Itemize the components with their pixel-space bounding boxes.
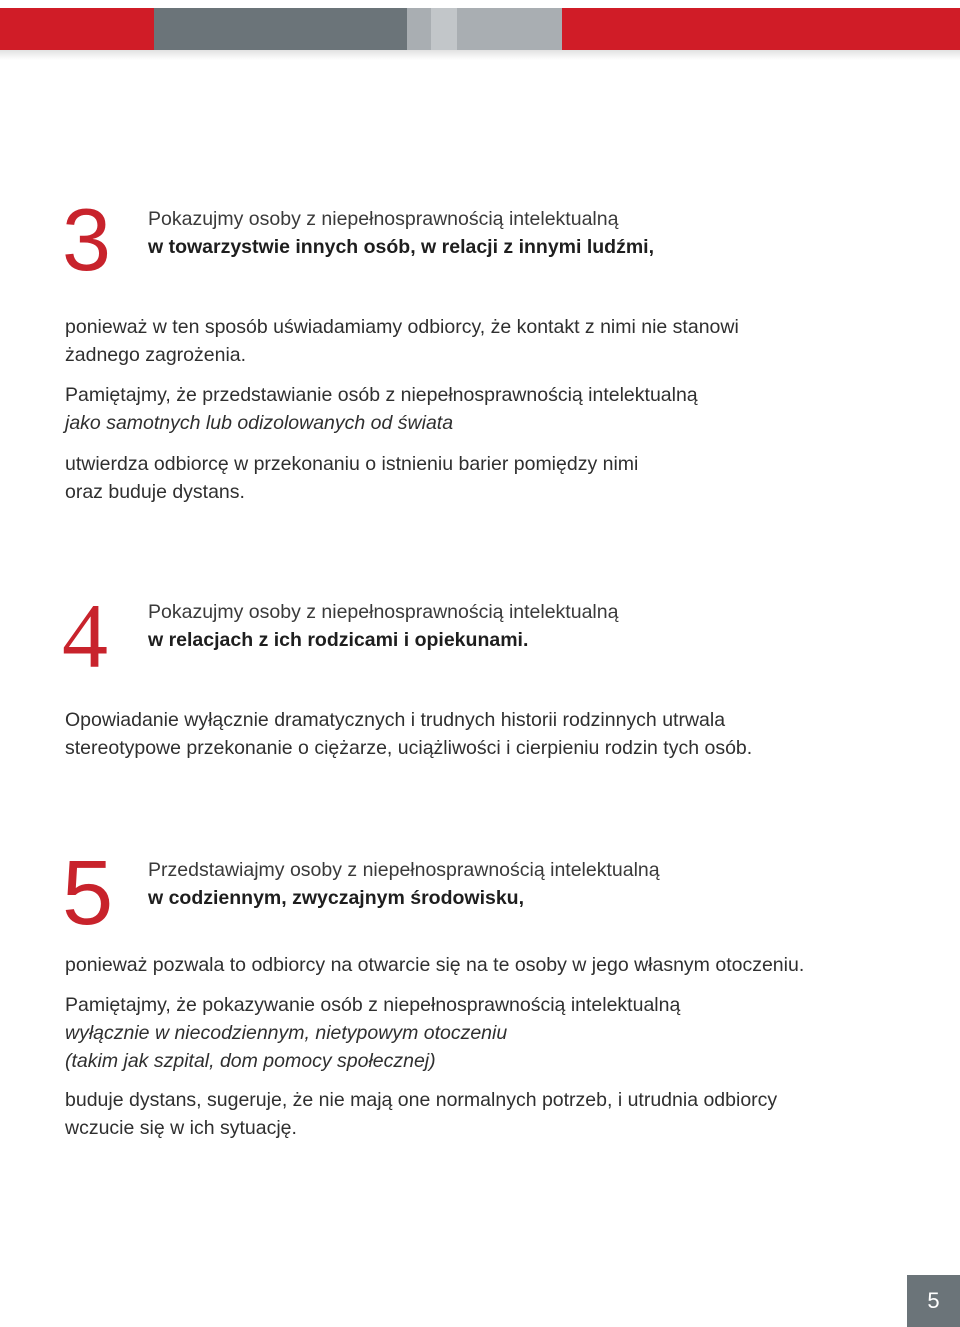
paragraph-line-italic: jako samotnych lub odizolowanych od świata: [65, 412, 454, 434]
paragraph-line: ponieważ w ten sposób uświadamiamy odbiorcy, że kontakt z nimi nie stanowi: [65, 316, 739, 338]
section-3-paragraph-2: [65, 381, 698, 437]
header-band-gray: [154, 8, 407, 50]
paragraph-line: buduje dystans, sugeruje, że nie mają one normalnych potrzeb, i utrudnia odbiorcy: [65, 1089, 778, 1111]
section-5-paragraph-3: [65, 1086, 777, 1142]
section-5-paragraph-1: [65, 951, 804, 979]
header-band-gray-light: [407, 8, 431, 50]
paragraph-line-italic: (takim jak szpital, dom pomocy społecznej): [65, 1050, 436, 1072]
section-3-paragraph-1: [65, 313, 739, 369]
paragraph-line: Pamiętajmy, że przedstawianie osób z niepełnosprawnością intelektualną: [65, 384, 698, 406]
section-number-5: 5: [62, 842, 114, 944]
paragraph-line: utwierdza odbiorcę w przekonaniu o istnieniu barier pomiędzy nimi: [65, 453, 639, 475]
section-3-heading-intro: Pokazujmy osoby z niepełnosprawnością intelektualną: [148, 208, 619, 230]
paragraph-line: stereotypowe przekonanie o ciężarze, uciążliwości i cierpieniu rodzin tych osób.: [65, 737, 753, 759]
paragraph-line-italic: wyłącznie w niecodziennym, nietypowym otoczeniu: [65, 1022, 508, 1044]
header-band-red-right: [562, 8, 960, 50]
section-3-heading-bold: w towarzystwie innych osób, w relacji z innymi ludźmi,: [148, 236, 655, 258]
header-band-red-left: [0, 8, 154, 50]
page-number: 5: [907, 1275, 960, 1327]
section-3-heading: [148, 205, 654, 261]
header-band-gray-lighter: [431, 8, 457, 50]
section-3-paragraph-3: [65, 450, 638, 506]
paragraph-line: wczucie się w ich sytuację.: [65, 1117, 297, 1139]
section-4-heading-bold: w relacjach z ich rodzicami i opiekunami.: [148, 629, 529, 651]
header-band-shadow: [0, 50, 960, 60]
section-5-heading: [148, 856, 660, 912]
section-4-heading-intro: Pokazujmy osoby z niepełnosprawnością intelektualną: [148, 601, 619, 623]
section-number-3: 3: [62, 190, 111, 289]
section-4-paragraph-1: [65, 706, 752, 762]
section-5-heading-bold: w codziennym, zwyczajnym środowisku,: [148, 887, 525, 909]
paragraph-line: oraz buduje dystans.: [65, 481, 245, 503]
section-4-heading: [148, 598, 618, 654]
paragraph-line: Pamiętajmy, że pokazywanie osób z niepełnosprawnością intelektualną: [65, 994, 681, 1016]
section-5-heading-intro: Przedstawiajmy osoby z niepełnosprawnością intelektualną: [148, 859, 660, 881]
section-5-paragraph-2: [65, 991, 680, 1075]
paragraph-line: Opowiadanie wyłącznie dramatycznych i trudnych historii rodzinnych utrwala: [65, 709, 726, 731]
section-number-4: 4: [62, 585, 108, 687]
paragraph-line: żadnego zagrożenia.: [65, 344, 247, 366]
header-band-gray-light-2: [457, 8, 562, 50]
paragraph-line: ponieważ pozwala to odbiorcy na otwarcie się na te osoby w jego własnym otoczeniu.: [65, 954, 805, 976]
